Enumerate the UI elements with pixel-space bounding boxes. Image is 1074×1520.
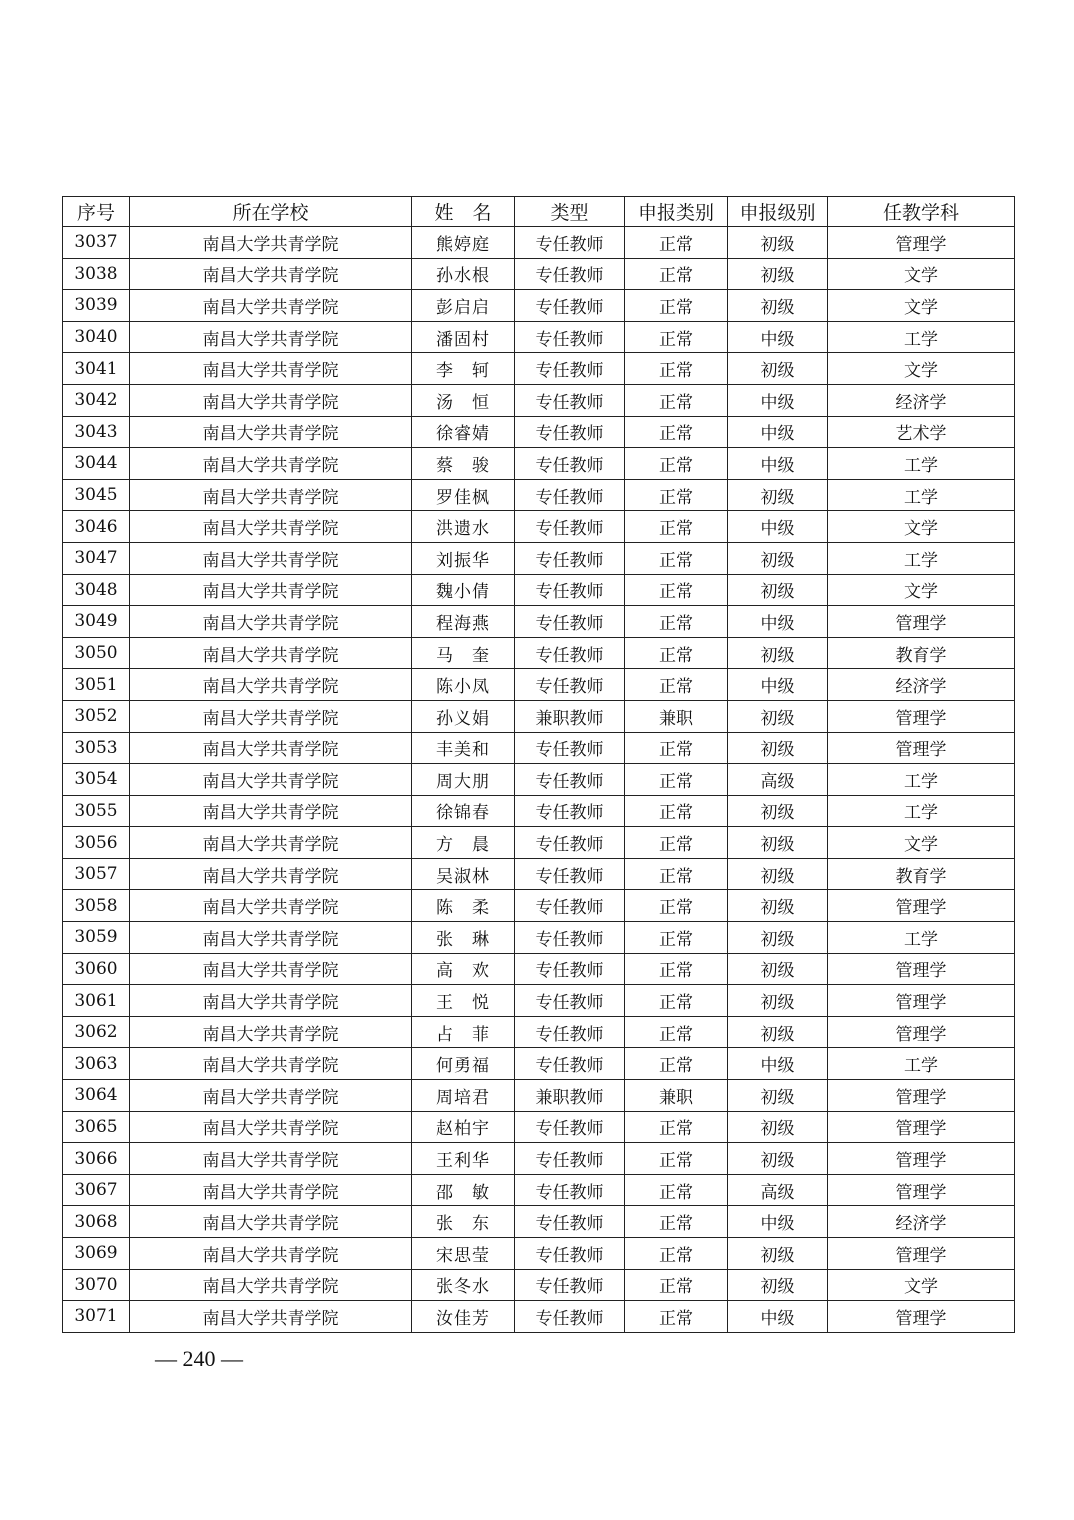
cell-category: 正常 bbox=[625, 1016, 728, 1048]
cell-seq: 3066 bbox=[63, 1143, 130, 1175]
cell-type: 专任教师 bbox=[515, 953, 625, 985]
cell-subject: 管理学 bbox=[828, 985, 1015, 1017]
cell-seq: 3044 bbox=[63, 448, 130, 480]
cell-type: 专任教师 bbox=[515, 448, 625, 480]
cell-seq: 3051 bbox=[63, 669, 130, 701]
cell-level: 中级 bbox=[728, 606, 828, 638]
table-row bbox=[63, 795, 1015, 827]
cell-subject: 教育学 bbox=[828, 637, 1015, 669]
cell-seq: 3062 bbox=[63, 1016, 130, 1048]
table-row bbox=[63, 1080, 1015, 1112]
cell-seq: 3054 bbox=[63, 764, 130, 796]
cell-school: 南昌大学共青学院 bbox=[130, 764, 412, 796]
cell-school: 南昌大学共青学院 bbox=[130, 827, 412, 859]
cell-subject: 工学 bbox=[828, 542, 1015, 574]
cell-school: 南昌大学共青学院 bbox=[130, 922, 412, 954]
header-row bbox=[63, 197, 1015, 227]
cell-type: 专任教师 bbox=[515, 321, 625, 353]
cell-type: 专任教师 bbox=[515, 606, 625, 638]
cell-seq: 3071 bbox=[63, 1301, 130, 1333]
cell-seq: 3045 bbox=[63, 479, 130, 511]
cell-type: 专任教师 bbox=[515, 669, 625, 701]
cell-type: 专任教师 bbox=[515, 353, 625, 385]
cell-name: 汤 恒 bbox=[412, 384, 515, 416]
table-row bbox=[63, 258, 1015, 290]
cell-seq: 3063 bbox=[63, 1048, 130, 1080]
cell-level: 初级 bbox=[728, 227, 828, 259]
table-row bbox=[63, 416, 1015, 448]
cell-type: 兼职教师 bbox=[515, 700, 625, 732]
cell-school: 南昌大学共青学院 bbox=[130, 669, 412, 701]
cell-level: 初级 bbox=[728, 542, 828, 574]
cell-name: 高 欢 bbox=[412, 953, 515, 985]
table-row bbox=[63, 384, 1015, 416]
cell-name: 王利华 bbox=[412, 1143, 515, 1175]
cell-category: 正常 bbox=[625, 227, 728, 259]
cell-school: 南昌大学共青学院 bbox=[130, 732, 412, 764]
cell-category: 正常 bbox=[625, 637, 728, 669]
cell-level: 初级 bbox=[728, 574, 828, 606]
table-row bbox=[63, 700, 1015, 732]
cell-school: 南昌大学共青学院 bbox=[130, 1016, 412, 1048]
cell-type: 专任教师 bbox=[515, 827, 625, 859]
cell-seq: 3038 bbox=[63, 258, 130, 290]
cell-category: 正常 bbox=[625, 1048, 728, 1080]
cell-type: 专任教师 bbox=[515, 416, 625, 448]
cell-category: 正常 bbox=[625, 384, 728, 416]
cell-subject: 经济学 bbox=[828, 384, 1015, 416]
cell-type: 专任教师 bbox=[515, 1143, 625, 1175]
cell-name: 徐锦春 bbox=[412, 795, 515, 827]
cell-name: 方 晨 bbox=[412, 827, 515, 859]
cell-category: 正常 bbox=[625, 448, 728, 480]
table-row bbox=[63, 985, 1015, 1017]
cell-subject: 文学 bbox=[828, 827, 1015, 859]
cell-seq: 3055 bbox=[63, 795, 130, 827]
cell-name: 刘振华 bbox=[412, 542, 515, 574]
cell-level: 中级 bbox=[728, 416, 828, 448]
header-level: 申报级别 bbox=[728, 197, 828, 227]
cell-school: 南昌大学共青学院 bbox=[130, 321, 412, 353]
cell-seq: 3037 bbox=[63, 227, 130, 259]
cell-subject: 管理学 bbox=[828, 1174, 1015, 1206]
cell-category: 正常 bbox=[625, 479, 728, 511]
cell-type: 专任教师 bbox=[515, 1016, 625, 1048]
cell-category: 正常 bbox=[625, 732, 728, 764]
cell-school: 南昌大学共青学院 bbox=[130, 1048, 412, 1080]
cell-category: 正常 bbox=[625, 416, 728, 448]
cell-seq: 3058 bbox=[63, 890, 130, 922]
cell-subject: 文学 bbox=[828, 353, 1015, 385]
cell-name: 陈 柔 bbox=[412, 890, 515, 922]
cell-level: 初级 bbox=[728, 890, 828, 922]
cell-subject: 管理学 bbox=[828, 890, 1015, 922]
cell-seq: 3067 bbox=[63, 1174, 130, 1206]
header-seq: 序号 bbox=[63, 197, 130, 227]
cell-school: 南昌大学共青学院 bbox=[130, 1080, 412, 1112]
table-row bbox=[63, 953, 1015, 985]
cell-school: 南昌大学共青学院 bbox=[130, 353, 412, 385]
cell-level: 中级 bbox=[728, 1048, 828, 1080]
cell-school: 南昌大学共青学院 bbox=[130, 1111, 412, 1143]
cell-seq: 3061 bbox=[63, 985, 130, 1017]
cell-type: 专任教师 bbox=[515, 922, 625, 954]
cell-type: 专任教师 bbox=[515, 985, 625, 1017]
cell-school: 南昌大学共青学院 bbox=[130, 1238, 412, 1270]
cell-seq: 3048 bbox=[63, 574, 130, 606]
cell-subject: 管理学 bbox=[828, 606, 1015, 638]
cell-category: 正常 bbox=[625, 574, 728, 606]
table-row bbox=[63, 1111, 1015, 1143]
cell-name: 周大朋 bbox=[412, 764, 515, 796]
cell-type: 专任教师 bbox=[515, 1269, 625, 1301]
cell-subject: 经济学 bbox=[828, 669, 1015, 701]
cell-seq: 3064 bbox=[63, 1080, 130, 1112]
cell-subject: 文学 bbox=[828, 511, 1015, 543]
header-category: 申报类别 bbox=[625, 197, 728, 227]
cell-subject: 工学 bbox=[828, 448, 1015, 480]
cell-subject: 工学 bbox=[828, 479, 1015, 511]
cell-seq: 3041 bbox=[63, 353, 130, 385]
cell-name: 熊婷庭 bbox=[412, 227, 515, 259]
cell-level: 初级 bbox=[728, 1016, 828, 1048]
cell-seq: 3060 bbox=[63, 953, 130, 985]
cell-subject: 管理学 bbox=[828, 700, 1015, 732]
cell-category: 正常 bbox=[625, 606, 728, 638]
cell-name: 张 琳 bbox=[412, 922, 515, 954]
cell-school: 南昌大学共青学院 bbox=[130, 985, 412, 1017]
table-row bbox=[63, 1206, 1015, 1238]
header-name: 姓 名 bbox=[412, 197, 515, 227]
cell-type: 专任教师 bbox=[515, 574, 625, 606]
cell-category: 正常 bbox=[625, 1301, 728, 1333]
table-row bbox=[63, 827, 1015, 859]
cell-seq: 3057 bbox=[63, 858, 130, 890]
cell-name: 程海燕 bbox=[412, 606, 515, 638]
cell-category: 正常 bbox=[625, 1206, 728, 1238]
cell-subject: 文学 bbox=[828, 290, 1015, 322]
cell-category: 正常 bbox=[625, 542, 728, 574]
cell-category: 正常 bbox=[625, 953, 728, 985]
cell-level: 初级 bbox=[728, 1238, 828, 1270]
cell-subject: 管理学 bbox=[828, 1080, 1015, 1112]
cell-name: 潘固村 bbox=[412, 321, 515, 353]
cell-name: 何勇福 bbox=[412, 1048, 515, 1080]
cell-name: 汝佳芳 bbox=[412, 1301, 515, 1333]
cell-school: 南昌大学共青学院 bbox=[130, 795, 412, 827]
cell-type: 专任教师 bbox=[515, 227, 625, 259]
cell-type: 专任教师 bbox=[515, 858, 625, 890]
cell-level: 初级 bbox=[728, 985, 828, 1017]
cell-category: 正常 bbox=[625, 1111, 728, 1143]
cell-category: 正常 bbox=[625, 827, 728, 859]
cell-category: 正常 bbox=[625, 985, 728, 1017]
cell-level: 初级 bbox=[728, 1269, 828, 1301]
cell-name: 周培君 bbox=[412, 1080, 515, 1112]
cell-category: 正常 bbox=[625, 858, 728, 890]
cell-seq: 3047 bbox=[63, 542, 130, 574]
cell-type: 专任教师 bbox=[515, 795, 625, 827]
teacher-list-table bbox=[62, 196, 1015, 1333]
cell-name: 李 轲 bbox=[412, 353, 515, 385]
cell-subject: 管理学 bbox=[828, 1301, 1015, 1333]
cell-level: 中级 bbox=[728, 448, 828, 480]
table-row bbox=[63, 922, 1015, 954]
header-type: 类型 bbox=[515, 197, 625, 227]
cell-seq: 3050 bbox=[63, 637, 130, 669]
cell-type: 专任教师 bbox=[515, 1048, 625, 1080]
cell-level: 初级 bbox=[728, 1143, 828, 1175]
cell-type: 专任教师 bbox=[515, 637, 625, 669]
cell-school: 南昌大学共青学院 bbox=[130, 448, 412, 480]
cell-name: 洪遗水 bbox=[412, 511, 515, 543]
cell-school: 南昌大学共青学院 bbox=[130, 416, 412, 448]
table-row bbox=[63, 1301, 1015, 1333]
cell-category: 正常 bbox=[625, 290, 728, 322]
cell-type: 专任教师 bbox=[515, 890, 625, 922]
table-row bbox=[63, 448, 1015, 480]
cell-school: 南昌大学共青学院 bbox=[130, 890, 412, 922]
cell-name: 张 东 bbox=[412, 1206, 515, 1238]
table-row bbox=[63, 511, 1015, 543]
cell-level: 初级 bbox=[728, 827, 828, 859]
cell-level: 初级 bbox=[728, 637, 828, 669]
table-row bbox=[63, 574, 1015, 606]
cell-name: 王 悦 bbox=[412, 985, 515, 1017]
table-row bbox=[63, 353, 1015, 385]
cell-seq: 3043 bbox=[63, 416, 130, 448]
header-subject: 任教学科 bbox=[828, 197, 1015, 227]
cell-school: 南昌大学共青学院 bbox=[130, 290, 412, 322]
cell-school: 南昌大学共青学院 bbox=[130, 542, 412, 574]
table-row bbox=[63, 606, 1015, 638]
cell-subject: 工学 bbox=[828, 922, 1015, 954]
cell-level: 初级 bbox=[728, 732, 828, 764]
cell-type: 专任教师 bbox=[515, 764, 625, 796]
cell-type: 专任教师 bbox=[515, 479, 625, 511]
cell-level: 中级 bbox=[728, 511, 828, 543]
cell-name: 丰美和 bbox=[412, 732, 515, 764]
cell-category: 正常 bbox=[625, 1269, 728, 1301]
cell-school: 南昌大学共青学院 bbox=[130, 858, 412, 890]
table-row bbox=[63, 479, 1015, 511]
cell-school: 南昌大学共青学院 bbox=[130, 700, 412, 732]
cell-level: 初级 bbox=[728, 953, 828, 985]
cell-name: 张冬水 bbox=[412, 1269, 515, 1301]
cell-name: 蔡 骏 bbox=[412, 448, 515, 480]
cell-name: 孙义娟 bbox=[412, 700, 515, 732]
cell-seq: 3069 bbox=[63, 1238, 130, 1270]
cell-subject: 文学 bbox=[828, 574, 1015, 606]
table-row bbox=[63, 542, 1015, 574]
table-row bbox=[63, 1143, 1015, 1175]
cell-school: 南昌大学共青学院 bbox=[130, 479, 412, 511]
cell-seq: 3040 bbox=[63, 321, 130, 353]
cell-category: 正常 bbox=[625, 922, 728, 954]
cell-name: 魏小倩 bbox=[412, 574, 515, 606]
cell-type: 专任教师 bbox=[515, 258, 625, 290]
cell-subject: 艺术学 bbox=[828, 416, 1015, 448]
cell-seq: 3068 bbox=[63, 1206, 130, 1238]
cell-name: 赵柏宇 bbox=[412, 1111, 515, 1143]
table-row bbox=[63, 1269, 1015, 1301]
cell-level: 中级 bbox=[728, 384, 828, 416]
cell-category: 兼职 bbox=[625, 700, 728, 732]
cell-name: 孙水根 bbox=[412, 258, 515, 290]
cell-level: 初级 bbox=[728, 353, 828, 385]
cell-name: 徐睿婧 bbox=[412, 416, 515, 448]
cell-level: 初级 bbox=[728, 700, 828, 732]
cell-level: 中级 bbox=[728, 1301, 828, 1333]
cell-subject: 管理学 bbox=[828, 227, 1015, 259]
cell-category: 正常 bbox=[625, 1238, 728, 1270]
cell-level: 初级 bbox=[728, 922, 828, 954]
table-row bbox=[63, 858, 1015, 890]
cell-seq: 3042 bbox=[63, 384, 130, 416]
cell-seq: 3049 bbox=[63, 606, 130, 638]
table-row bbox=[63, 1016, 1015, 1048]
cell-type: 专任教师 bbox=[515, 511, 625, 543]
cell-type: 专任教师 bbox=[515, 384, 625, 416]
cell-level: 初级 bbox=[728, 290, 828, 322]
cell-category: 兼职 bbox=[625, 1080, 728, 1112]
cell-seq: 3070 bbox=[63, 1269, 130, 1301]
cell-category: 正常 bbox=[625, 511, 728, 543]
cell-category: 正常 bbox=[625, 258, 728, 290]
cell-category: 正常 bbox=[625, 795, 728, 827]
table-row bbox=[63, 1048, 1015, 1080]
cell-level: 初级 bbox=[728, 1080, 828, 1112]
cell-type: 专任教师 bbox=[515, 732, 625, 764]
cell-type: 专任教师 bbox=[515, 290, 625, 322]
cell-level: 高级 bbox=[728, 1174, 828, 1206]
table-row bbox=[63, 1174, 1015, 1206]
cell-name: 宋思莹 bbox=[412, 1238, 515, 1270]
cell-seq: 3053 bbox=[63, 732, 130, 764]
table-row bbox=[63, 732, 1015, 764]
cell-subject: 文学 bbox=[828, 1269, 1015, 1301]
cell-level: 初级 bbox=[728, 795, 828, 827]
cell-type: 专任教师 bbox=[515, 1174, 625, 1206]
cell-type: 兼职教师 bbox=[515, 1080, 625, 1112]
cell-subject: 管理学 bbox=[828, 1016, 1015, 1048]
cell-school: 南昌大学共青学院 bbox=[130, 1143, 412, 1175]
cell-seq: 3059 bbox=[63, 922, 130, 954]
cell-subject: 工学 bbox=[828, 764, 1015, 796]
table-row bbox=[63, 764, 1015, 796]
cell-category: 正常 bbox=[625, 890, 728, 922]
header-school: 所在学校 bbox=[130, 197, 412, 227]
cell-school: 南昌大学共青学院 bbox=[130, 574, 412, 606]
cell-subject: 管理学 bbox=[828, 732, 1015, 764]
cell-school: 南昌大学共青学院 bbox=[130, 511, 412, 543]
cell-subject: 管理学 bbox=[828, 1111, 1015, 1143]
cell-level: 初级 bbox=[728, 858, 828, 890]
cell-school: 南昌大学共青学院 bbox=[130, 1206, 412, 1238]
cell-subject: 工学 bbox=[828, 1048, 1015, 1080]
cell-level: 中级 bbox=[728, 321, 828, 353]
cell-seq: 3065 bbox=[63, 1111, 130, 1143]
cell-subject: 管理学 bbox=[828, 1238, 1015, 1270]
cell-category: 正常 bbox=[625, 353, 728, 385]
cell-level: 高级 bbox=[728, 764, 828, 796]
cell-school: 南昌大学共青学院 bbox=[130, 258, 412, 290]
cell-subject: 管理学 bbox=[828, 1143, 1015, 1175]
cell-school: 南昌大学共青学院 bbox=[130, 606, 412, 638]
table-row bbox=[63, 321, 1015, 353]
cell-category: 正常 bbox=[625, 1143, 728, 1175]
cell-school: 南昌大学共青学院 bbox=[130, 1301, 412, 1333]
cell-name: 占 菲 bbox=[412, 1016, 515, 1048]
cell-seq: 3056 bbox=[63, 827, 130, 859]
cell-type: 专任教师 bbox=[515, 1301, 625, 1333]
cell-category: 正常 bbox=[625, 321, 728, 353]
cell-name: 马 奎 bbox=[412, 637, 515, 669]
table-row bbox=[63, 1238, 1015, 1270]
cell-seq: 3046 bbox=[63, 511, 130, 543]
cell-level: 中级 bbox=[728, 1206, 828, 1238]
cell-school: 南昌大学共青学院 bbox=[130, 637, 412, 669]
cell-subject: 教育学 bbox=[828, 858, 1015, 890]
cell-name: 陈小凤 bbox=[412, 669, 515, 701]
cell-category: 正常 bbox=[625, 1174, 728, 1206]
cell-type: 专任教师 bbox=[515, 1111, 625, 1143]
cell-school: 南昌大学共青学院 bbox=[130, 384, 412, 416]
cell-seq: 3052 bbox=[63, 700, 130, 732]
cell-school: 南昌大学共青学院 bbox=[130, 953, 412, 985]
cell-seq: 3039 bbox=[63, 290, 130, 322]
cell-level: 初级 bbox=[728, 479, 828, 511]
cell-subject: 管理学 bbox=[828, 953, 1015, 985]
page-number: — 240 — bbox=[155, 1346, 243, 1371]
cell-school: 南昌大学共青学院 bbox=[130, 1174, 412, 1206]
cell-subject: 工学 bbox=[828, 795, 1015, 827]
table-row bbox=[63, 669, 1015, 701]
cell-name: 彭启启 bbox=[412, 290, 515, 322]
cell-school: 南昌大学共青学院 bbox=[130, 1269, 412, 1301]
cell-subject: 文学 bbox=[828, 258, 1015, 290]
cell-category: 正常 bbox=[625, 669, 728, 701]
table-row bbox=[63, 227, 1015, 259]
cell-type: 专任教师 bbox=[515, 1206, 625, 1238]
table-row bbox=[63, 290, 1015, 322]
cell-name: 罗佳枫 bbox=[412, 479, 515, 511]
cell-level: 初级 bbox=[728, 1111, 828, 1143]
cell-level: 中级 bbox=[728, 669, 828, 701]
table-row bbox=[63, 890, 1015, 922]
cell-type: 专任教师 bbox=[515, 1238, 625, 1270]
cell-name: 吴淑林 bbox=[412, 858, 515, 890]
cell-name: 邵 敏 bbox=[412, 1174, 515, 1206]
cell-level: 初级 bbox=[728, 258, 828, 290]
cell-category: 正常 bbox=[625, 764, 728, 796]
cell-school: 南昌大学共青学院 bbox=[130, 227, 412, 259]
cell-type: 专任教师 bbox=[515, 542, 625, 574]
table-row bbox=[63, 637, 1015, 669]
cell-subject: 工学 bbox=[828, 321, 1015, 353]
cell-subject: 经济学 bbox=[828, 1206, 1015, 1238]
